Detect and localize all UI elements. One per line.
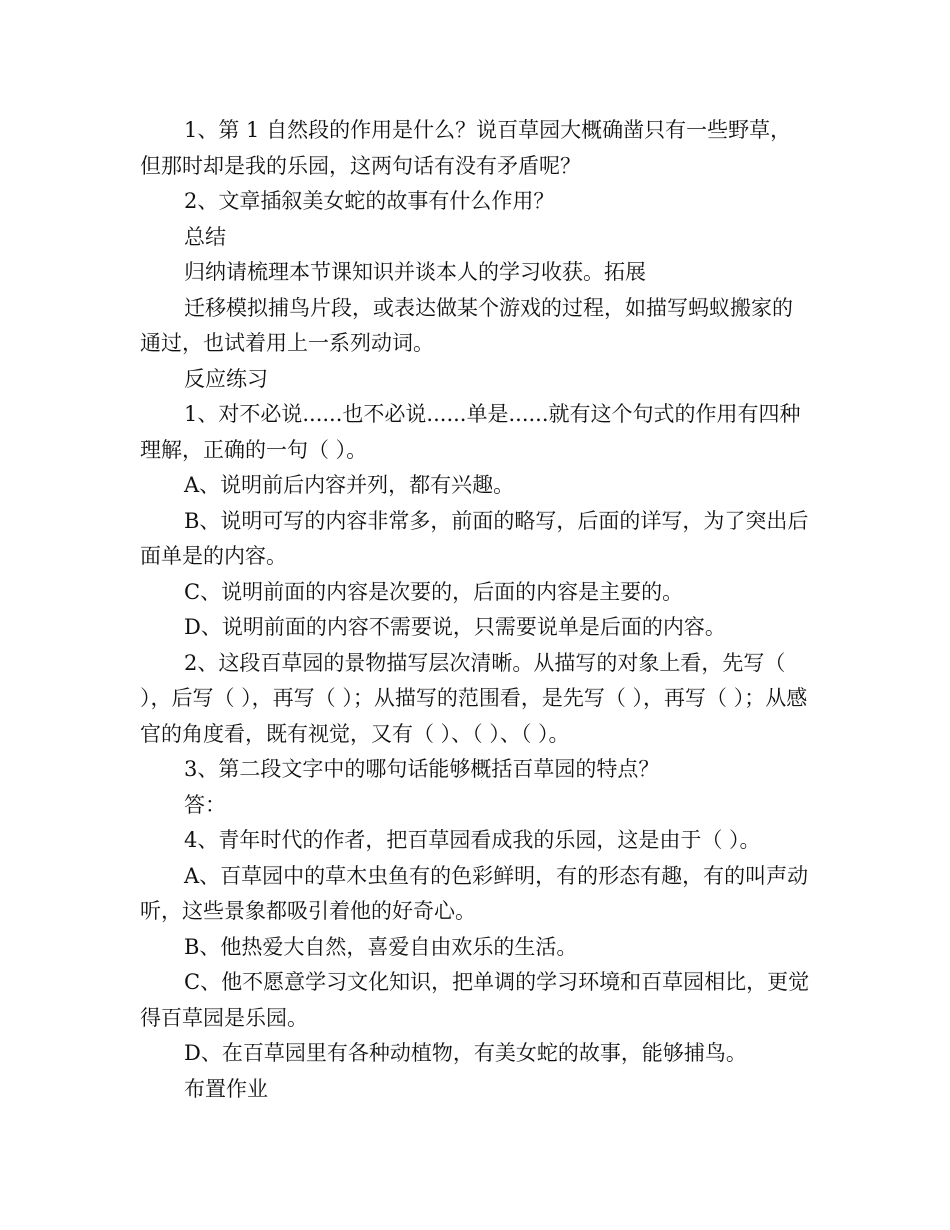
summary-paragraph: 归纳请梳理本节课知识并谈本人的学习收获。拓展 <box>184 260 646 284</box>
question-1-paragraph: 1、第 1 自然段的作用是什么？说百草园大概确凿只有一些野草，但那时却是我的乐园，这两句话有没有矛盾呢？ <box>140 118 792 178</box>
practice-heading: 反应练习 <box>184 366 268 391</box>
practice-q4-option-b: B、他热爱大自然，喜爱自由欢乐的生活。 <box>184 934 578 959</box>
answer-label: 答： <box>184 792 226 817</box>
practice-q1-option-d: D、说明前面的内容不需要说，只需要说单是后面的内容。 <box>184 615 726 639</box>
practice-question-3: 3、第二段文字中的哪句话能够概括百草园的特点？ <box>184 757 660 781</box>
homework-heading: 布置作业 <box>184 1076 268 1101</box>
practice-q4-option-a: A、百草园中的草木虫鱼有的色彩鲜明，有的形态有趣，有的叫声动听，这些景象都吸引着他的好奇心。 <box>140 863 809 923</box>
question-2-paragraph: 2、文章插叙美女蛇的故事有什么作用？ <box>184 189 555 213</box>
practice-q4-option-c: C、他不愿意学习文化知识，把单调的学习环境和百草园相比，更觉得百草园是乐园。 <box>140 970 810 1030</box>
practice-question-4: 4、青年时代的作者，把百草园看成我的乐园，这是由于（ ）。 <box>184 828 761 852</box>
practice-q1-option-b: B、说明可写的内容非常多，前面的略写，后面的详写，为了突出后面单是的内容。 <box>140 508 809 568</box>
practice-q1-option-a: A、说明前后内容并列，都有兴趣。 <box>184 473 515 497</box>
transfer-paragraph: 迁移模拟捕鸟片段，或表达做某个游戏的过程，如描写蚂蚁搬家的通过，也试着用上一系列动词。 <box>140 295 793 355</box>
practice-q4-option-d: D、在百草园里有各种动植物，有美女蛇的故事，能够捕鸟。 <box>184 1041 747 1065</box>
practice-question-2: 2、这段百草园的景物描写层次清晰。从描写的对象上看，先写（ ），后写（ ），再写（ ）；从描写的范围看，是先写（ ），再写（ ）；从感官的角度看，既有视觉，又有（ ）、（ ）、（ ）。 <box>140 650 808 746</box>
summary-heading: 总结 <box>184 224 226 249</box>
document-body <box>140 113 812 1107</box>
practice-q1-option-c: C、说明前面的内容是次要的，后面的内容是主要的。 <box>184 579 684 604</box>
practice-question-1: 1、对不必说......也不必说......单是......就有这个句式的作用有四种理解，正确的一句（ ）。 <box>140 402 801 462</box>
